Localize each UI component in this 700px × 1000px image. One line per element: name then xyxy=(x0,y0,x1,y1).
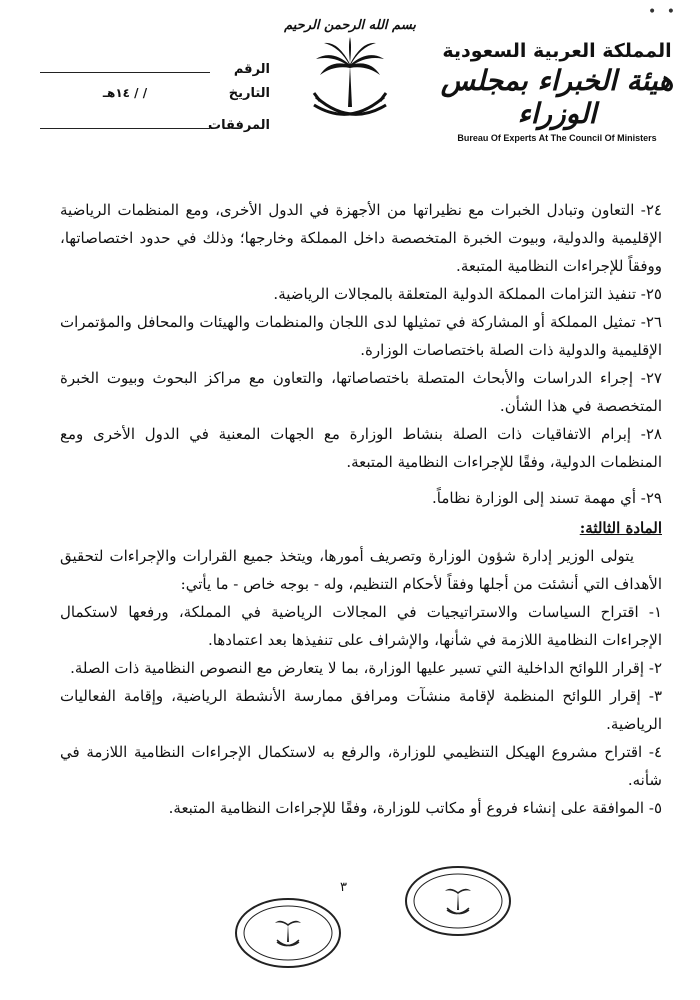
list-item: ٢٩- أي مهمة تسند إلى الوزارة نظاماً. xyxy=(432,489,662,507)
date-row xyxy=(40,86,270,114)
organization-block xyxy=(432,40,682,143)
number-row xyxy=(40,58,270,86)
list-item: ١- اقتراح السياسات والاستراتيجيات في المجالات الرياضية في المملكة، ورفعها لاستكمال الإجراءات النظامية اللازمة في شأنها، والإشراف على تنفيذها بعد اعتمادها. xyxy=(60,603,662,649)
article-three-heading: المادة الثالثة: xyxy=(579,519,662,537)
bureau-name-arabic: هيئة الخبراء بمجلس الوزراء xyxy=(440,64,674,130)
attachments-field xyxy=(40,114,210,129)
date-field: / / ١٤هـ xyxy=(102,86,148,100)
list-item: ٥- الموافقة على إنشاء فروع أو مكاتب للوزارة، وفقًا للإجراءات النظامية المتبعة. xyxy=(168,799,662,817)
list-item: ٢- إقرار اللوائح الداخلية التي تسير عليها الوزارة، بما لا يتعارض مع النصوص النظامية ذات الصلة. xyxy=(70,659,662,677)
number-field xyxy=(40,58,210,73)
list-item: ٢٥- تنفيذ التزامات المملكة الدولية المتعلقة بالمجالات الرياضية. xyxy=(273,285,662,303)
page-number: ٣ xyxy=(340,880,347,895)
letterhead xyxy=(0,0,700,160)
bureau-name-english: Bureau Of Experts At The Council Of Ministers xyxy=(457,133,657,143)
palm-swords-emblem-icon xyxy=(310,35,390,125)
article-three-intro: يتولى الوزير إدارة شؤون الوزارة وتصريف أمورها، ويتخذ جميع القرارات والإجراءات لتحقيق الأهداف التي أنشئت من أجلها وفقاً لأحكام التنظيم، وله - بوجه خاص - ما يأتي: xyxy=(60,547,662,593)
basmala: بسم الله الرحمن الرحيم xyxy=(284,18,416,33)
corner-marks: • • xyxy=(648,4,678,20)
number-label: الرقم xyxy=(233,62,270,77)
list-item: ٢٦- تمثيل المملكة أو المشاركة في تمثيلها لدى اللجان والمنظمات والهيئات والمحافل والمؤتمرات الإقليمية والدولية ذات الصلة باختصاصات الوزارة. xyxy=(60,313,662,359)
list-item: ٢٤- التعاون وتبادل الخبرات مع نظيراتها من الأجهزة في الدول الأخرى، ومع المنظمات الرياضية الإقليمية والدولية، وبيوت الخبرة المتخصصة داخل المملكة وخارجها؛ وذلك في حدود اختصاصاتها، ووفقاً للإجراءات النظامية المتبعة. xyxy=(60,201,662,275)
attachments-row xyxy=(40,114,270,142)
document-body xyxy=(60,196,662,822)
official-stamp xyxy=(233,896,343,970)
list-item: ٢٧- إجراء الدراسات والأبحاث المتصلة باختصاصاتها، والتعاون مع مراكز البحوث وبيوت الخبرة المتخصصة في هذا الشأن. xyxy=(60,369,662,415)
reference-fields xyxy=(40,58,270,142)
list-item: ٤- اقتراح مشروع الهيكل التنظيمي للوزارة، والرفع به لاستكمال الإجراءات النظامية اللازمة في شأنه. xyxy=(60,743,662,789)
country-name: المملكة العربية السعودية xyxy=(442,40,672,62)
list-item: ٢٨- إبرام الاتفاقيات ذات الصلة بنشاط الوزارة مع الجهات المعنية في الدول الأخرى ومع المنظمات الدولية، وفقًا للإجراءات النظامية المتبعة. xyxy=(60,425,662,471)
date-label: التاريخ xyxy=(228,86,270,101)
emblem-block xyxy=(270,18,430,129)
attachments-label: المرفقات xyxy=(208,118,270,133)
list-item: ٣- إقرار اللوائح المنظمة لإقامة منشآت ومرافق ممارسة الأنشطة الرياضية، وإقامة الفعاليات الرياضية. xyxy=(60,687,662,733)
official-stamp xyxy=(403,864,513,938)
